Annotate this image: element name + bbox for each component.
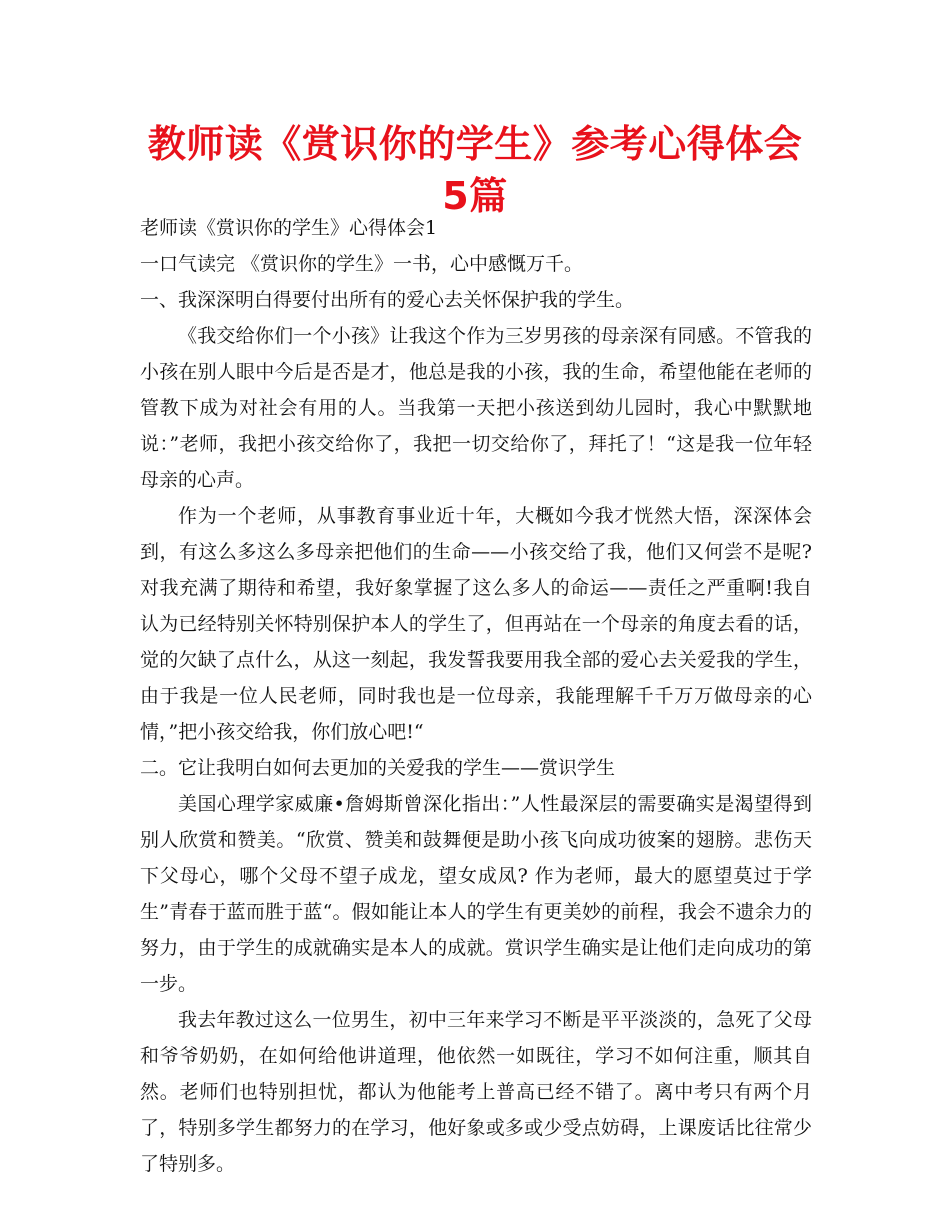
paragraph-intro: 一口气读完 《赏识你的学生》一书，心中感慨万千。 <box>140 253 584 275</box>
paragraph-subtitle: 老师读《赏识你的学生》心得体会1 <box>140 217 438 239</box>
paragraph-body: 《我交给你们一个小孩》让我这个作为三岁男孩的母亲深有同感。不管我的小孩在别人眼中今后是否是才，他总是我的小孩，我的生命，希望他能在老师的管教下成为对社会有用的人。当我第一天把小孩送到幼儿园时，我心中默默地说：”老师，我把小孩交给你了，我把一切交给你了，拜托了！“这是我一位年轻母亲的心声。 <box>140 325 812 491</box>
document-body <box>140 210 812 1182</box>
paragraph-body: 作为一个老师，从事教育事业近十年，大概如今我才恍然大悟，深深体会到，有这么多这么多母亲把他们的生命——小孩交给了我，他们又何尝不是呢?对我充满了期待和希望，我好象掌握了这么多人的命运——责任之严重啊!我自认为已经特别关怀特别保护本人的学生了，但再站在一个母亲的角度去看的话，觉的欠缺了点什么，从这一刻起，我发誓我要用我全部的爱心去关爱我的学生，由于我是一位人民老师，同时我也是一位母亲，我能理解千千万万做母亲的心情，”把小孩交给我，你们放心吧!“ <box>140 505 812 743</box>
document-title: 教师读《赏识你的学生》参考心得体会5篇 <box>147 122 803 218</box>
paragraph-heading-2: 二。它让我明白如何去更加的关爱我的学生——赏识学生 <box>140 757 616 779</box>
paragraph-body: 美国心理学家威廉•詹姆斯曾深化指出：”人性最深层的需要确实是渴望得到别人欣赏和赞美。“欣赏、赞美和鼓舞便是助小孩飞向成功彼案的翅膀。悲伤天下父母心，哪个父母不望子成龙，望女成凤? 作为老师，最大的愿望莫过于学生”青春于蓝而胜于蓝“。假如能让本人的学生有更美妙的前程，我会不遗余力的努力，由于学生的成就确实是本人的成就。赏识学生确实是让他们走向成功的第一步。 <box>140 793 812 995</box>
paragraph-body: 我去年教过这么一位男生，初中三年来学习不断是平平淡淡的，急死了父母和爷爷奶奶，在如何给他讲道理，他依然一如既往，学习不如何注重，顺其自然。老师们也特别担忧，都认为他能考上普高已经不错了。离中考只有两个月了，特别多学生都努力的在学习，他好象或多或少受点妨碍，上课废话比往常少了特别多。 <box>140 1009 812 1175</box>
paragraph-heading-1: 一、我深深明白得要付出所有的爱心去关怀保护我的学生。 <box>140 289 635 311</box>
